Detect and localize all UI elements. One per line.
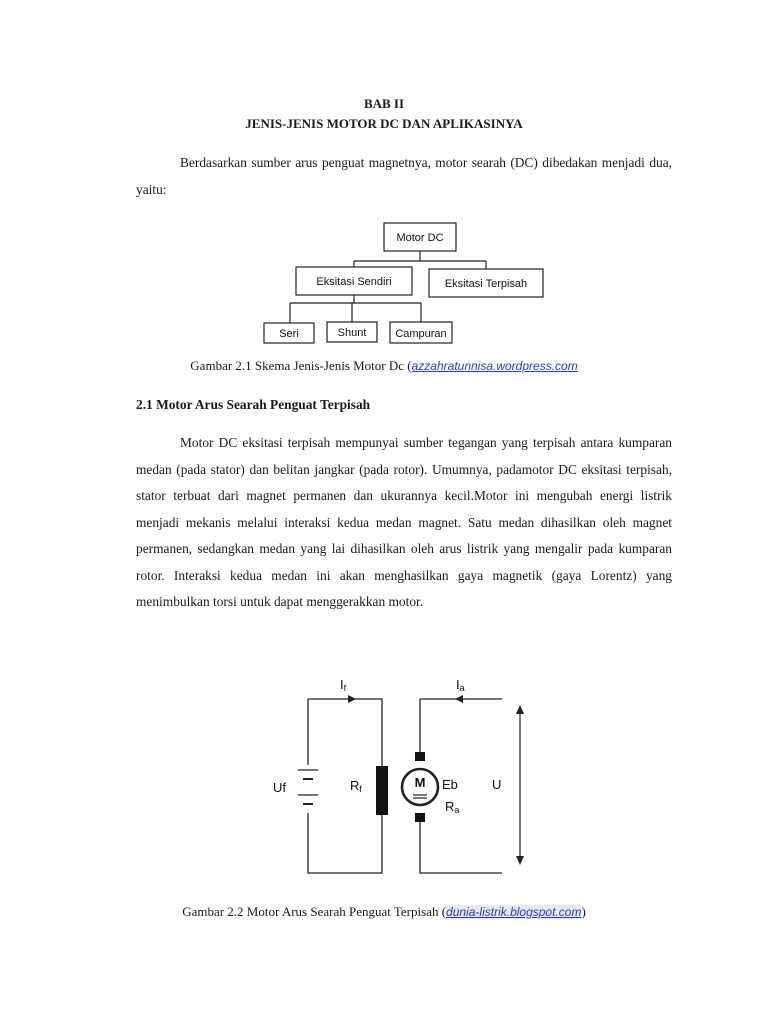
figure1-caption-text: Gambar 2.1 Skema Jenis-Jenis Motor Dc ( xyxy=(190,358,412,373)
intro-paragraph xyxy=(136,150,672,203)
label-m: M xyxy=(414,775,426,790)
node-motor-dc-label: Motor DC xyxy=(396,232,444,244)
intro-text: Berdasarkan sumber arus penguat magnetnya, motor searah (DC) dibedakan menjadi dua, yaitu: xyxy=(136,155,672,197)
label-uf: Uf xyxy=(273,780,286,795)
battery-symbol xyxy=(298,770,318,804)
chapter-label: BAB II xyxy=(363,96,405,111)
label-eb: Eb xyxy=(442,777,458,792)
node-seri-label: Seri xyxy=(279,328,299,340)
label-ra: Ra xyxy=(445,799,460,815)
label-u: U xyxy=(492,777,502,792)
label-rf: Rf xyxy=(350,778,362,794)
ia-arrow xyxy=(455,695,463,703)
body-text: Motor DC eksitasi terpisah mempunyai sumber tegangan yang terpisah antara kumparan medan (pada stator) dan belitan jangkar (pada rotor). Umumnya, padamotor DC eksitasi terpisah, stator terbuat dari magnet permanen dan ukurannya kecil.Motor ini mengubah energi listrik menjadi mekanis melalui interaksi kedua medan magnet. Satu medan dihasilkan oleh magnet permanen, sedangkan medan yang lai dihasilkan oleh arus listrik yang mengalir pada kumparan rotor. Interaksi kedua medan ini akan menghasilkan gaya magnetik (gaya Lorentz) yang menimbulkan torsi untuk dapat menggerakkan motor. xyxy=(136,435,672,609)
voltage-arrow xyxy=(516,705,524,865)
if-arrow xyxy=(348,695,356,703)
body-paragraph xyxy=(136,430,672,616)
figure2-caption xyxy=(0,904,768,920)
chapter-title: JENIS-JENIS MOTOR DC DAN APLIKASINYA xyxy=(245,116,523,131)
figure2-caption-text: Gambar 2.2 Motor Arus Searah Penguat Terpisah ( xyxy=(182,904,447,919)
label-ia: Ia xyxy=(456,677,465,693)
separately-excited-circuit xyxy=(270,668,540,888)
section-title: 2.1 Motor Arus Searah Penguat Terpisah xyxy=(136,397,371,412)
field-resistor xyxy=(376,766,388,815)
node-eksitasi-sendiri-label: Eksitasi Sendiri xyxy=(316,276,392,288)
node-campuran-label: Campuran xyxy=(395,328,447,340)
figure2-source-link[interactable]: dunia-listrik.blogspot.com xyxy=(446,905,582,919)
motor-types-diagram xyxy=(250,215,560,350)
label-if: If xyxy=(340,677,347,693)
node-shunt-label: Shunt xyxy=(337,327,367,339)
figure2-caption-close: ) xyxy=(581,904,586,919)
node-eksitasi-terpisah-label: Eksitasi Terpisah xyxy=(444,278,528,290)
figure1-source-link[interactable]: azzahratunnisa.wordpress.com xyxy=(411,359,578,373)
figure1-caption xyxy=(0,358,768,374)
